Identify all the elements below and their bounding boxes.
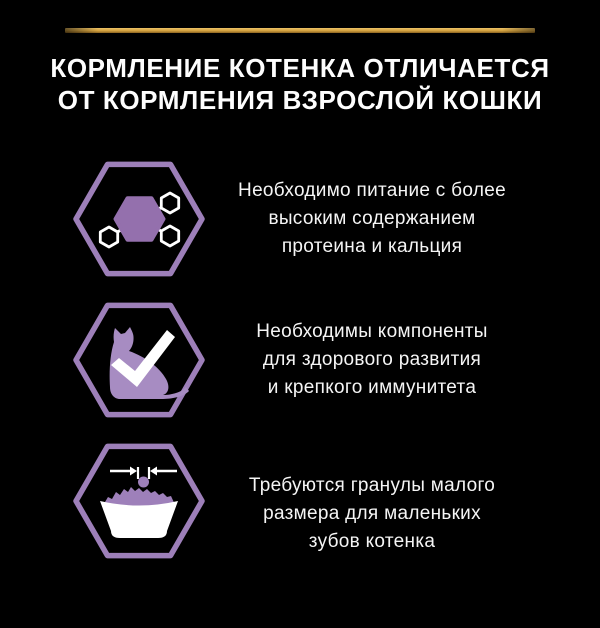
molecule-center-hexagon [116, 198, 164, 240]
feature-text-line: Необходимо питание с более [238, 179, 506, 201]
small-kibble-bowl-icon [64, 435, 214, 567]
feature-row-development [0, 289, 600, 430]
infographic-page [0, 28, 600, 628]
size-arrow-right-head [150, 466, 157, 475]
feature-text-line: протеина и кальция [281, 235, 463, 257]
feature-text-line: и крепкого иммунитета [267, 376, 477, 398]
bowl [100, 501, 178, 538]
page-title [0, 52, 600, 116]
feature-text [214, 318, 530, 402]
feature-text-line: для здорового развития [262, 348, 482, 370]
feature-icon-cell [64, 294, 214, 426]
feature-text [214, 177, 530, 261]
feature-row-nutrition [0, 148, 600, 289]
feature-text-line: высоким содержанием [268, 207, 476, 229]
page-title-line-1: КОРМЛЕНИЕ КОТЕНКА ОТЛИЧАЕТСЯ [50, 53, 550, 83]
feature-text [214, 472, 530, 556]
feature-icon-cell [64, 435, 214, 567]
feature-list [0, 148, 600, 571]
kibble-circle [138, 476, 149, 487]
feature-text-line: Необходимы компоненты [256, 320, 488, 342]
gold-accent-bar [65, 28, 535, 33]
feature-text-line: размера для маленьких [263, 502, 481, 524]
kitten-checkmark-icon [64, 294, 214, 426]
feature-row-kibble-size [0, 430, 600, 571]
feature-icon-cell [64, 153, 214, 285]
molecule-hexagon-icon [64, 153, 214, 285]
feature-text-line: зубов котенка [308, 530, 436, 552]
page-title-line-2: ОТ КОРМЛЕНИЯ ВЗРОСЛОЙ КОШКИ [57, 85, 543, 115]
feature-text-line: Требуются гранулы малого [248, 474, 496, 496]
size-arrow-left-head [130, 466, 137, 475]
